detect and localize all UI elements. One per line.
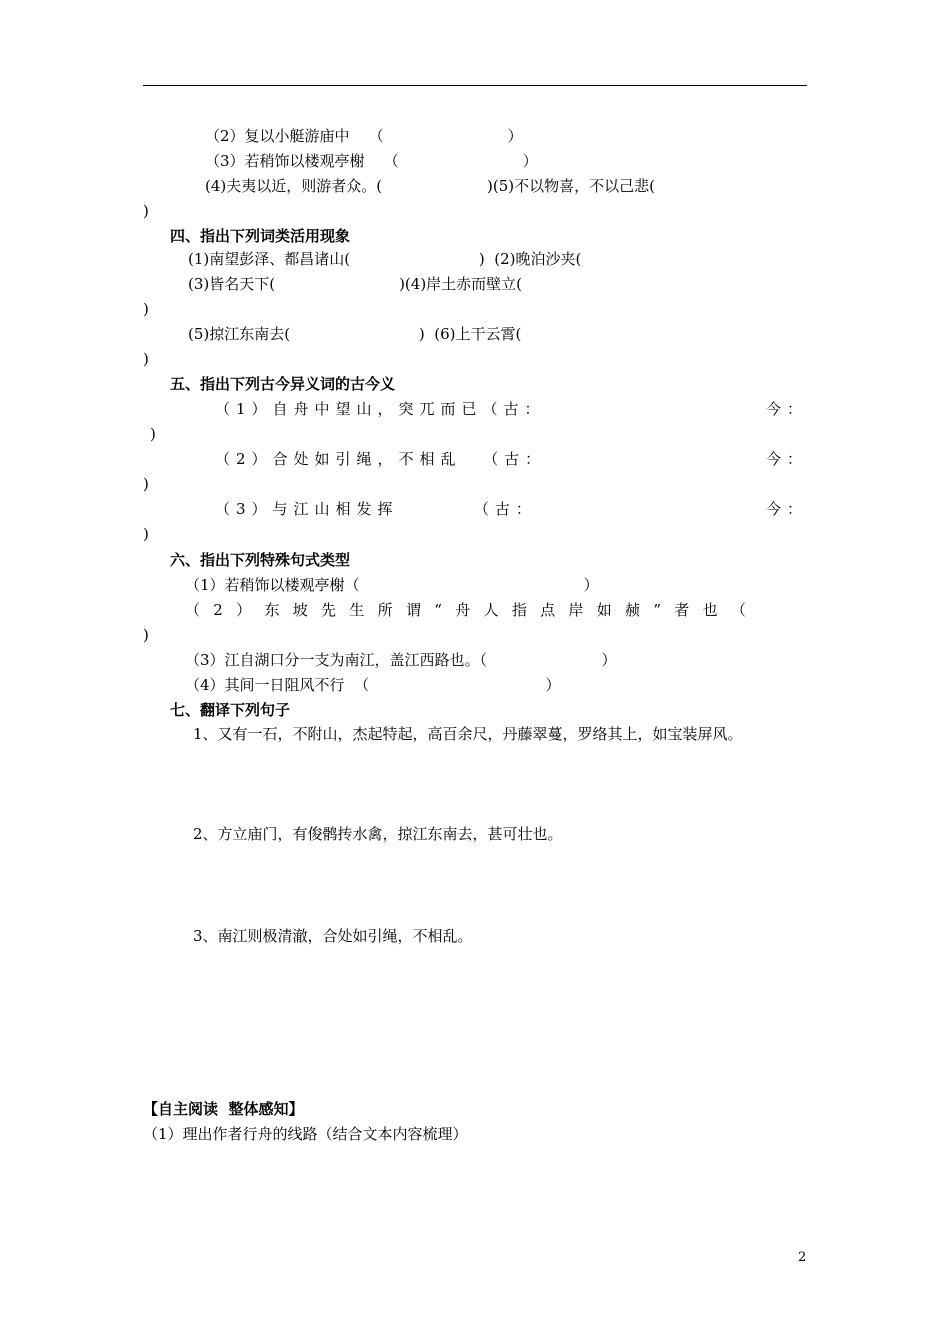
sec6-item3: （3）江自湖口分一支为南江，盖江西路也。（ ） (185, 651, 617, 669)
sec6-item4: （4）其间一日阻风不行 （ ） (185, 676, 561, 694)
sec6-item2: （2）东坡先生所谓“舟人指点岸如赪”者也（ (185, 601, 760, 619)
sec6-close: ) (143, 626, 149, 644)
sec3-item4-5: (4)夫夷以近，则游者众。( )(5)不以物喜，不以己悲( (205, 177, 655, 195)
sec4-close2: ) (143, 350, 149, 368)
sec7-sentence-2: 2、方立庙门，有俊鹘抟水禽，掠江东南去，甚可壮也。 (193, 825, 563, 843)
sec5-item1: （1）自舟中望山，突兀而已（古： (215, 400, 546, 418)
sec4-line2: (3)皆名天下( )(4)岸土赤而壁立( (188, 275, 523, 293)
sec3-close: ) (143, 202, 149, 220)
sec5-close2: ) (143, 475, 149, 493)
sec4-close1: ) (143, 300, 149, 318)
sec7-heading: 七、翻译下列句子 (170, 701, 291, 719)
sec5-close1: ) (150, 425, 156, 443)
sec3-item2: （2）复以小艇游庙中 （ ） (205, 127, 523, 145)
sec4-line3: (5)掠江东南去( ) (6)上干云霄( (188, 325, 522, 343)
sec5-item1-jin: 今： (766, 400, 809, 418)
page-number: 2 (798, 1250, 807, 1265)
sec4-line1: (1)南望彭泽、都昌诸山( ) (2)晚泊沙夹( (188, 250, 582, 268)
sec5-close3: ) (143, 525, 149, 543)
sec5-item3-jin: 今： (766, 500, 809, 518)
reading-question-1: （1）理出作者行舟的线路（结合文本内容梳理） (143, 1125, 468, 1143)
sec7-sentence-3: 3、南江则极清澈，合处如引绳，不相乱。 (193, 927, 473, 945)
reading-heading: 【自主阅读 整体感知】 (143, 1100, 304, 1118)
sec7-sentence-1: 1、又有一石，不附山，杰起特起，高百余尺，丹藤翠蔓，罗络其上，如宝装屏风。 (193, 725, 743, 743)
header-rule (143, 85, 807, 86)
sec6-item1: （1）若稍饰以楼观亭榭（ ） (185, 576, 599, 594)
sec5-heading: 五、指出下列古今异义词的古今义 (170, 375, 396, 393)
sec5-item2: （2）合处如引绳，不相乱 （古： (215, 450, 547, 468)
sec5-item3: （3）与江山相发挥 （古： (215, 500, 537, 518)
sec6-heading: 六、指出下列特殊句式类型 (170, 551, 351, 569)
sec3-item3: （3）若稍饰以楼观亭榭 （ ） (205, 152, 538, 170)
sec5-item2-jin: 今： (766, 450, 809, 468)
sec4-heading: 四、指出下列词类活用现象 (170, 227, 351, 245)
